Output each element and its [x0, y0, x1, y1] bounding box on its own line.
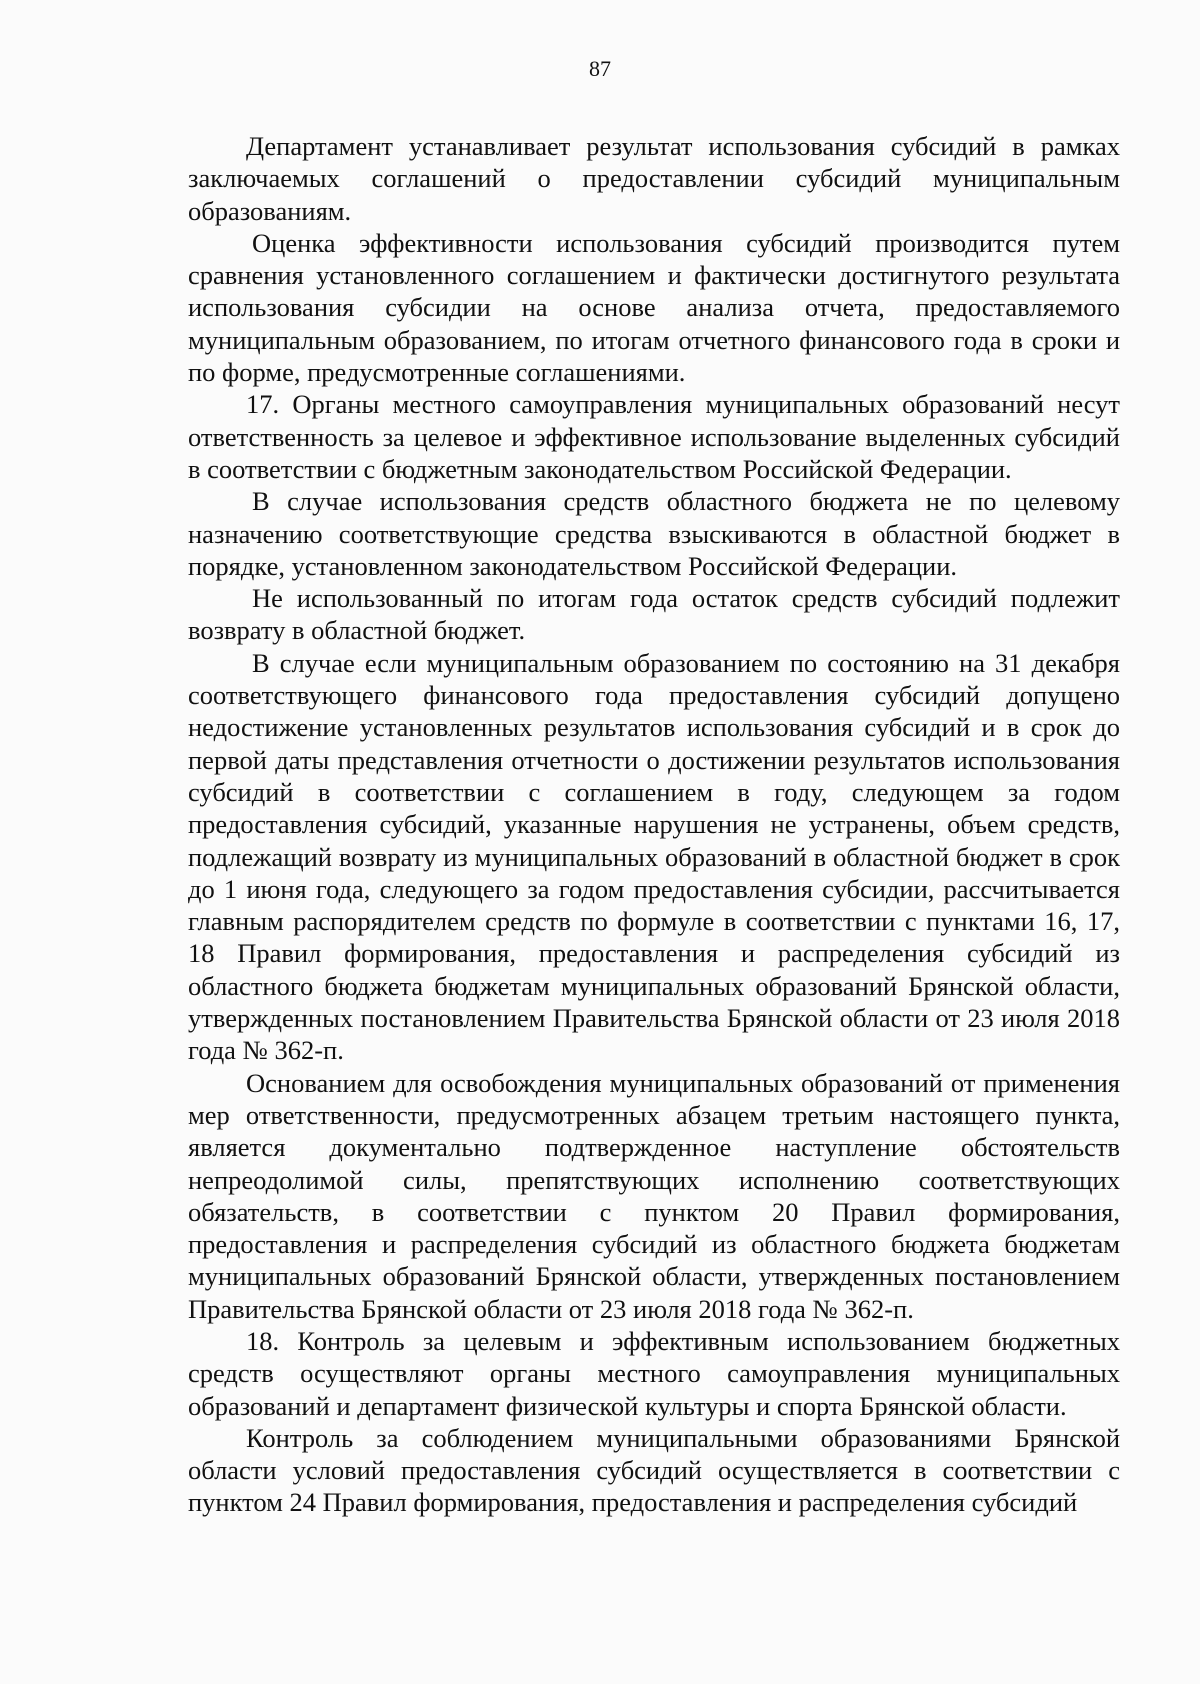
paragraph-efficiency-evaluation: Оценка эффективности использования субсидий производится путем сравнения установленного соглашением и фактически достигнутого результата использования субсидии на основе анализа отчета, предоставляемого муниципальным образованием, по итогам отчетного финансового года в сроки и по форме, предусмотренные соглашениями.	[188, 227, 1120, 388]
paragraph-return-calculation: В случае если муниципальным образованием по состоянию на 31 декабря соответствующего финансового года предоставления субсидий допущено недостижение установленных результатов использования субсидий и в срок до первой даты представления отчетности о достижении результатов использования субсидий в соответствии с соглашением в году, следующем за годом предоставления субсидий, указанные нарушения не устранены, объем средств, подлежащий возврату из муниципальных образований в областной бюджет в срок до 1 июня года, следующего за годом предоставления субсидии, рассчитывается главным распорядителем средств по формуле в соответствии с пунктами 16, 17, 18 Правил формирования, предоставления и распределения субсидий из областного бюджета бюджетам муниципальных образований Брянской области, утвержденных постановлением Правительства Брянской области от 23 июля 2018 года № 362-п.	[188, 647, 1120, 1066]
paragraph-compliance-control: Контроль за соблюдением муниципальными образованиями Брянской области условий предоставления субсидий осуществляется в соответствии с пунктом 24 Правил формирования, предоставления и распределения субсидий	[188, 1422, 1120, 1518]
paragraph-misuse-recovery: В случае использования средств областного бюджета не по целевому назначению соответствующие средства взыскиваются в областной бюджет в порядке, установленном законодательством Российской Федерации.	[188, 486, 1120, 581]
paragraph-17-responsibility: 17. Органы местного самоуправления муниципальных образований несут ответственность за целевое и эффективное использование выделенных субсидий в соответствии с бюджетным законодательством Российской Федерации.	[188, 389, 1120, 484]
paragraph-force-majeure: Основанием для освобождения муниципальных образований от применения мер ответственности, предусмотренных абзацем третьим настоящего пункта, является документально подтвержденное наступление обстоятельств непреодолимой силы, препятствующих исполнению соответствующих обязательств, в соответствии с пунктом 20 Правил формирования, предоставления и распределения субсидий из областного бюджета бюджетам муниципальных образований Брянской области, утвержденных постановлением Правительства Брянской области от 23 июля 2018 года № 362-п.	[188, 1067, 1120, 1324]
paragraph-result-definition: Департамент устанавливает результат использования субсидий в рамках заключаемых соглашений о предоставлении субсидий муниципальным образованиям.	[188, 131, 1120, 226]
paragraph-unused-balance: Не использованный по итогам года остаток средств субсидий подлежит возврату в областной бюджет.	[188, 583, 1120, 646]
page-number: 87	[589, 56, 611, 81]
paragraph-18-control: 18. Контроль за целевым и эффективным использованием бюджетных средств осуществляют органы местного самоуправления муниципальных образований и департамент физической культуры и спорта Брянской области.	[188, 1325, 1120, 1421]
document-body	[188, 130, 1120, 1519]
